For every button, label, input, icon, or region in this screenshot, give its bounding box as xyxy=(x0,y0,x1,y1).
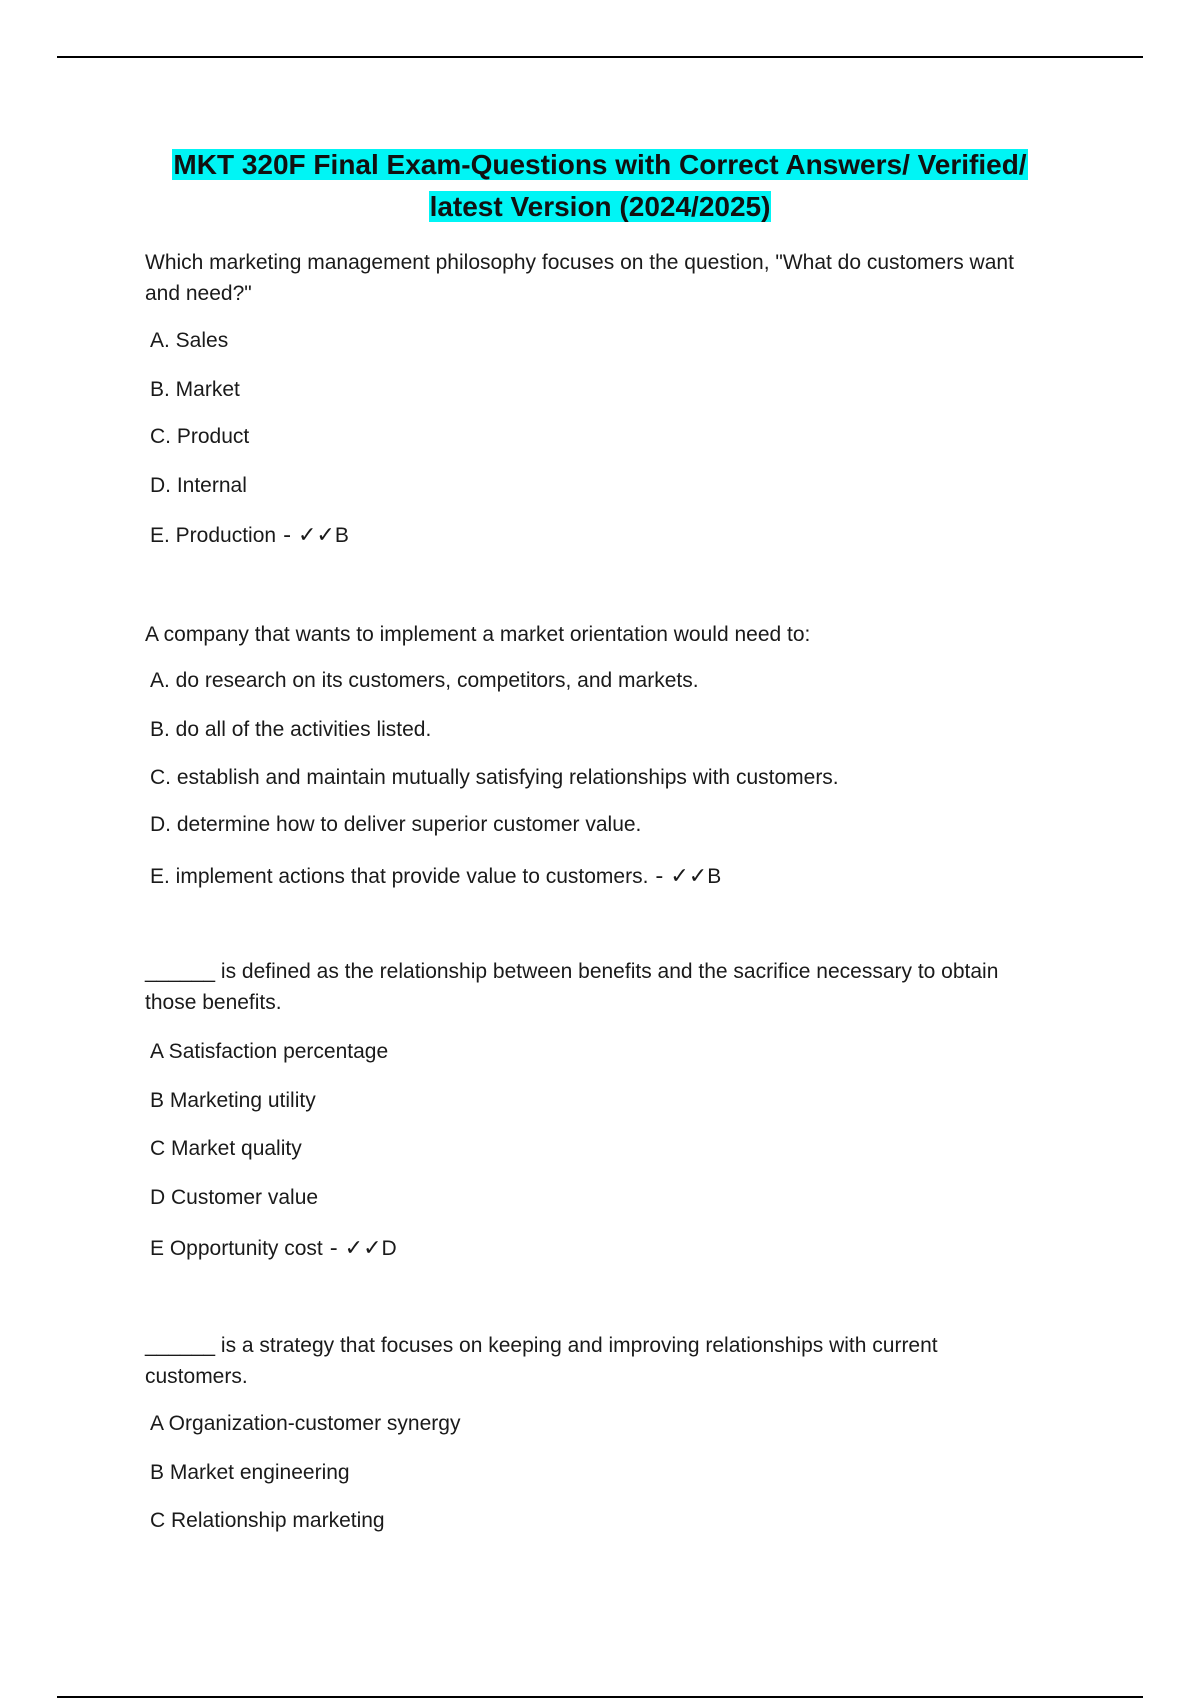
checkmark-icon: - ✓✓ xyxy=(322,1236,382,1261)
question-3-option-e xyxy=(150,1235,1050,1263)
bottom-divider xyxy=(57,1696,1143,1698)
question-4-option-a: A Organization-customer synergy xyxy=(150,1412,461,1435)
question-3-option-c: C Market quality xyxy=(150,1137,302,1160)
question-1-option-a: A. Sales xyxy=(150,329,229,352)
title-line-2: latest Version (2024/2025) xyxy=(429,191,771,222)
question-2-text: A company that wants to implement a market orientation would need to: xyxy=(145,623,811,646)
question-1-option-b: B. Market xyxy=(150,378,240,401)
top-divider xyxy=(57,56,1143,58)
question-4-option-b: B Market engineering xyxy=(150,1461,350,1484)
question-3-text: ______ is defined as the relationship between benefits and the sacrifice necessary to obtain those benefits. xyxy=(145,960,999,1014)
question-1-option-d: D. Internal xyxy=(150,474,247,497)
question-3-option-d: D Customer value xyxy=(150,1186,319,1209)
question-1-text: Which marketing management philosophy focuses on the question, "What do customers want and need?" xyxy=(145,251,1014,305)
question-3-option-a: A Satisfaction percentage xyxy=(150,1040,389,1063)
question-2-option-b: B. do all of the activities listed. xyxy=(150,718,432,741)
question-3-option-b: B Marketing utility xyxy=(150,1089,316,1112)
title-line-1: MKT 320F Final Exam-Questions with Correct Answers/ Verified/ xyxy=(173,149,1027,180)
question-2-option-e xyxy=(150,863,1050,891)
question-1-option-c: C. Product xyxy=(150,425,250,448)
answer-letter: B xyxy=(334,524,349,547)
option-text: E Opportunity cost xyxy=(150,1237,323,1260)
question-4-text: ______ is a strategy that focuses on keeping and improving relationships with current customers. xyxy=(145,1334,938,1388)
page-title xyxy=(100,144,1100,228)
question-2-option-a: A. do research on its customers, competitors, and markets. xyxy=(150,669,699,692)
question-2-option-d: D. determine how to deliver superior customer value. xyxy=(150,813,642,836)
option-text: E. implement actions that provide value to customers. xyxy=(150,865,649,888)
question-2-option-c: C. establish and maintain mutually satisfying relationships with customers. xyxy=(150,766,839,789)
checkmark-icon: - ✓✓ xyxy=(276,523,335,548)
answer-letter: D xyxy=(381,1237,397,1260)
option-text: E. Production xyxy=(150,524,277,547)
question-1-option-e xyxy=(150,522,1050,550)
checkmark-icon: - ✓✓ xyxy=(648,864,708,889)
question-4-option-c: C Relationship marketing xyxy=(150,1509,385,1532)
answer-letter: B xyxy=(707,865,722,888)
